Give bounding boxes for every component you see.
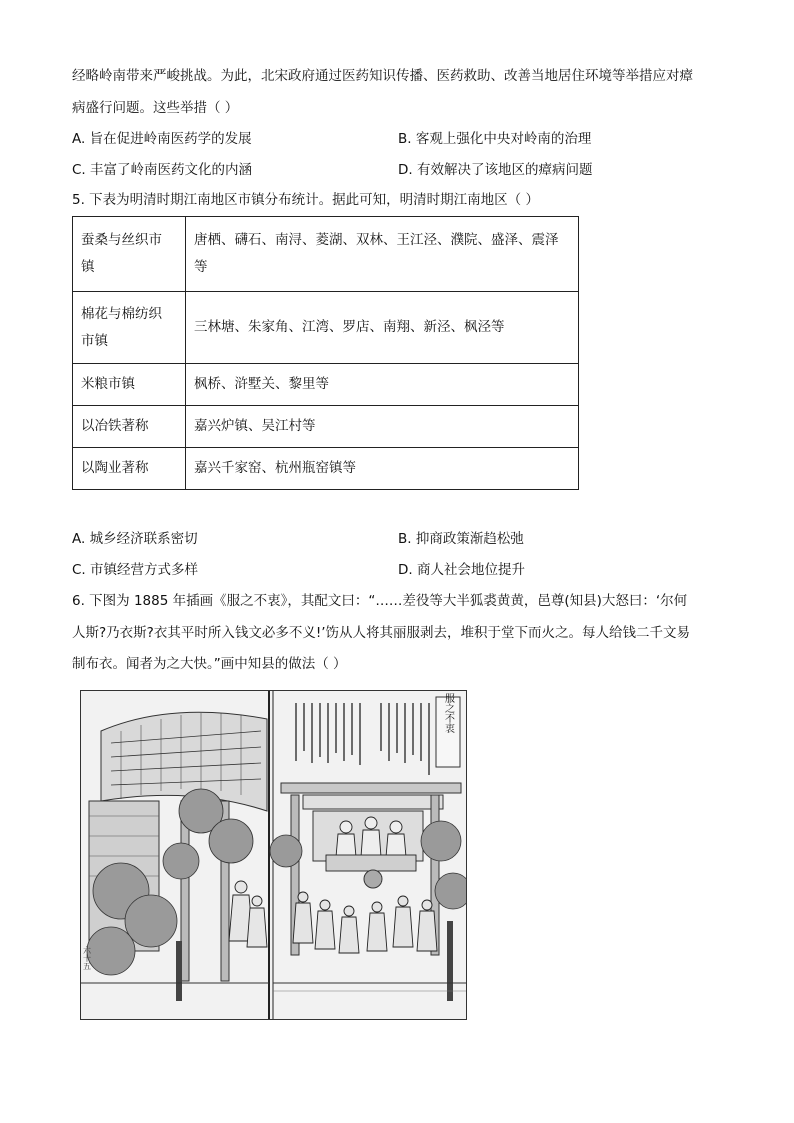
category-text-line: 镇 — [81, 259, 95, 275]
table-cell-towns: 嘉兴千家窑、杭州瓶窑镇等 — [186, 448, 579, 490]
table-row — [73, 364, 579, 406]
table-cell-category: 以陶业著称 — [73, 448, 186, 490]
q5-option-b[interactable]: B. 抑商政策渐趋松弛 — [398, 531, 524, 547]
left-roof — [101, 712, 267, 811]
table-row — [73, 406, 579, 448]
q6-stem-line-2: 人斯?乃衣斯?衣其平时所入钱文必多不义!’饬从人将其丽服剥去，堆积于堂下而火之。每人给钱二千文易 — [72, 625, 691, 641]
margin-text: 六十五 — [82, 946, 92, 970]
illustration-title: 服之不衷 — [442, 693, 454, 733]
q4-option-b[interactable]: B. 客观上强化中央对岭南的治理 — [398, 131, 592, 147]
tree-trunk — [176, 941, 182, 1001]
table-cell-category: 米粮市镇 — [73, 364, 186, 406]
illustration-drawing — [81, 691, 466, 1019]
table-cell-towns — [186, 292, 579, 364]
emblem — [364, 870, 382, 888]
tree-trunk — [447, 921, 453, 1001]
q5-option-a[interactable]: A. 城乡经济联系密切 — [72, 531, 198, 547]
towns-text-line: 三林塘、朱家角、江湾、罗店、南翔、新泾、枫泾等 — [194, 319, 505, 335]
towns-text-line: 等 — [194, 259, 208, 275]
q4-option-a[interactable]: A. 旨在促进岭南医药学的发展 — [72, 131, 252, 147]
table-cell-category: 以冶铁著称 — [73, 406, 186, 448]
q5-option-d[interactable]: D. 商人社会地位提升 — [398, 562, 525, 578]
category-text-line: 棉花与棉纺织 — [81, 305, 162, 322]
q5-stem: 5. 下表为明清时期江南地区市镇分布统计。据此可知，明清时期江南地区（ ） — [72, 192, 539, 208]
table-cell-category — [73, 217, 186, 292]
towns-text-line: 唐栖、礴石、南浔、菱湖、双林、王江泾、濮院、盛泽、震泽 — [194, 232, 559, 248]
table-cell-towns — [186, 217, 579, 292]
q4-stem-line-1: 经略岭南带来严峻挑战。为此，北宋政府通过医药知识传播、医药救助、改善当地居住环境等举措应对瘴 — [72, 68, 693, 84]
q4-option-c[interactable]: C. 丰富了岭南医药文化的内涵 — [72, 162, 253, 178]
table-row — [73, 217, 579, 292]
market-town-table — [72, 216, 579, 490]
table-cell-towns: 嘉兴炉镇、吴江村等 — [186, 406, 579, 448]
table-cell-towns: 枫桥、浒墅关、黎里等 — [186, 364, 579, 406]
category-text-line: 市镇 — [81, 332, 108, 349]
q6-stem-line-1: 6. 下图为 1885 年插画《服之不衷》，其配文曰：“……差役等大半狐裘黄黄，邑尊(知县)大怒曰：‘尔何 — [72, 593, 688, 609]
table-row — [73, 292, 579, 364]
q6-stem-line-3: 制布衣。闻者为之大快。”画中知县的做法（ ） — [72, 656, 347, 672]
table-row — [73, 448, 579, 490]
table-cell-category — [73, 292, 186, 364]
q4-stem-line-2: 病盛行问题。这些举措（ ） — [72, 100, 239, 116]
category-text-line: 蚕桑与丝织市 — [81, 232, 162, 248]
illustration-fuzhibuzhong — [80, 690, 467, 1020]
q4-option-d[interactable]: D. 有效解决了该地区的瘴病问题 — [398, 162, 593, 178]
q5-option-c[interactable]: C. 市镇经营方式多样 — [72, 562, 199, 578]
